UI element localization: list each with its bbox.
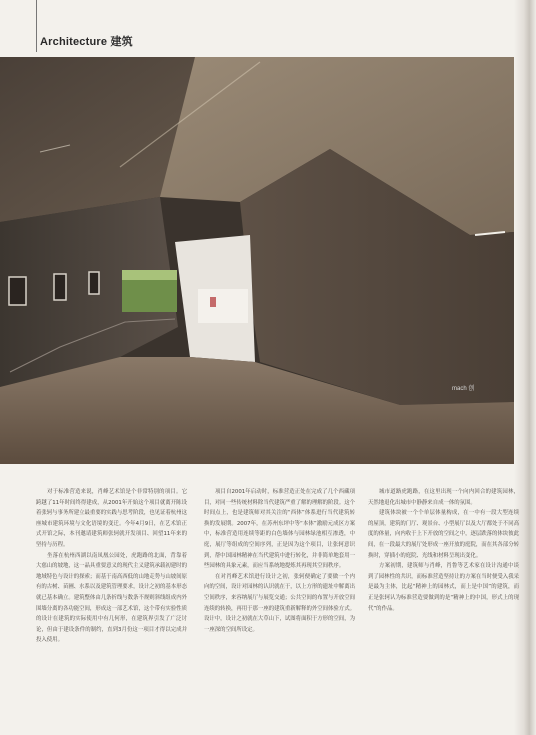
header-rule — [36, 0, 37, 52]
text-column-2 — [204, 487, 355, 635]
paragraph: 对于标准营造来说，肖峰艺术馆是个非常特别的项目。它跨越了11年时间终得建成，从2001年开始这个项目就离开陈设着张轲与事务所建立最重要的实践与思考阶段，也见证着杭州这座城市建筑环境与文化语境的变迁。今年4月9日，在艺术馆正式开馆之际，本刊邀请建筑师张轲就开发项目、回望11年来的坚持与历程。 — [36, 489, 187, 548]
gallery-photo — [0, 57, 514, 464]
page-gutter-shadow — [514, 0, 536, 735]
section-header: Architecture 建筑 — [40, 36, 133, 48]
photo-caption-mark: mach 创 — [452, 386, 475, 392]
paragraph: 城市道路虎跑路，在这里出现一个向内回合的建筑园林，天然地退化出城市中静静来自成一体的氛围。 — [368, 489, 519, 506]
paragraph: 方案初期，建筑师与肖峰，肖鲁等艺术家在设计沟通中谈到了园林性的共识，而标准营造坚持让的方案在当时便受入我采是最为主体，比起“精神上的园林式，而上是中国”的建筑，而正是张轲认为标准营造要做到的是“精神上的中国，形式上的现代”的作品。 — [368, 563, 519, 612]
paragraph: 坐落在杭州西湖以南凤凰公园处，虎跑路的北面，背靠着大慈山的坡地，这一晶具重要意义的现代主义建筑承载初建时的地域特色与设计的探索；而基于南高西低的山地走势与山坡间原有的古树、苗圃、水系以及建筑管理要求，设计之初的基本形态就已基本确立。建筑整体由几条折线与数条不规则斜线组成内外围墙分离的各功能空间，形成这一部艺术馆，这个带有实验性质的设计在建筑的实际使用中有几何形，在建筑界引发了广泛讨论，但由于建设条件的制约，直到3月份这一项目才得以完成并投入使用。 — [36, 552, 187, 644]
paragraph: 建筑体块被一个个单层体量构成，在一中有一段大型连续的屋顶，建筑的门厅、观景台、小型展厅以及大厅都处于不同高度的体量，向内收于上下开放的空间之中，逐层跌落的体块彼此间，在一段最大的展厅处形成一座开放的庭院，而在其各部分转换时，穿插小的庭院、光线和材料呈现出变化。 — [368, 510, 519, 559]
text-column-3 — [368, 487, 519, 614]
paragraph: 项目自2001年启动时，标准营造正处在完成了几个西藏项目，对同一些传统材料除当代建筑严重了解的理解的阶段。这个时间点上，也是建筑师对其关注的“西体”体系进行当代建筑转换的发展期。2007年，在苏州东坪中等“本体”激励元成区方案中，标准营造用连续等距的白色墙体与园林绿池相互渗透，中庭，展厅等组成的空间序列，正是因为这个项目，让张轲意识到，帮中国园林精神在当代建筑中进行转化，并非简单地套用一些园林的具象元素，而应当系统地提炼其再现其空间秩序。 — [204, 489, 355, 570]
paragraph: 在对肖峰艺术馆进行设计之初，张轲便确定了要做一个内向的空间，设计对园林的认识就在于，以上方形的遗址中解离出空间秩序，来容纳展厅与展览交通；公共空间的布置与开放空间连续的转换，再用于那一座的建筑重新解释的外空间体验方式。设计中，设计之初就在大草山下，试图将面积于方形的空间，为一座深的空间所设定。 — [204, 573, 355, 633]
text-column-1 — [36, 487, 187, 646]
